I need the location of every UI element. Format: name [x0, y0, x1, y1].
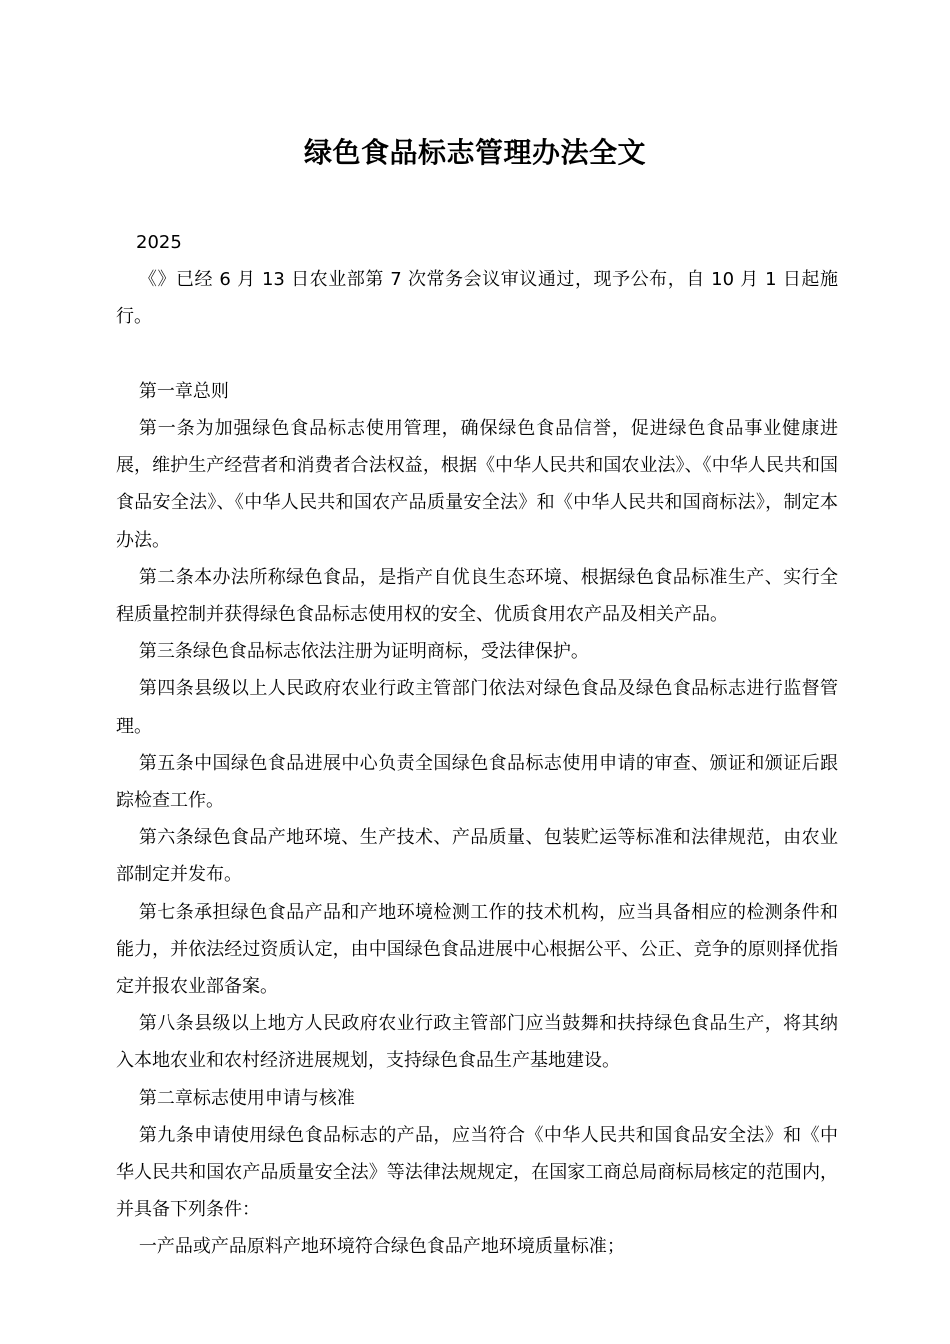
year-line: 2025 — [136, 232, 182, 253]
document-title: 绿色食品标志管理办法全文 — [303, 136, 646, 169]
article-2: 第二条本办法所称绿色食品，是指产自优良生态环境、根据绿色食品标准生产、实行全程质量控制并获得绿色食品标志使用权的安全、优质食用农产品及相关产品。 — [116, 566, 838, 626]
article-8: 第八条县级以上地方人民政府农业行政主管部门应当鼓舞和扶持绿色食品生产，将其纳入本地农业和农村经济进展规划，支持绿色食品生产基地建设。 — [116, 1013, 838, 1072]
document-body — [116, 224, 838, 1266]
article-9: 第九条申请使用绿色食品标志的产品，应当符合《中华人民共和国食品安全法》和《中华人民共和国农产品质量安全法》等法律法规规定，在国家工商总局商标局核定的范围内，并具备下列条件： — [116, 1124, 838, 1221]
article-3: 第三条绿色食品标志依法注册为证明商标，受法律保护。 — [138, 641, 589, 663]
article-1: 第一条为加强绿色食品标志使用管理，确保绿色食品信誉，促进绿色食品事业健康进展，维护生产经营者和消费者合法权益，根据《中华人民共和国农业法》、《中华人民共和国食品安全法》、《中华人民共和国农产品质量安全法》和《中华人民共和国商标法》，制定本办法。 — [116, 418, 838, 551]
chapter-1-heading: 第一章总则 — [138, 380, 229, 402]
article-6: 第六条绿色食品产地环境、生产技术、产品质量、包装贮运等标准和法律规范，由农业部制定并发布。 — [116, 827, 838, 886]
article-9-item-1: 一产品或产品原料产地环境符合绿色食品产地环境质量标准； — [138, 1236, 625, 1258]
article-4: 第四条县级以上人民政府农业行政主管部门依法对绿色食品及绿色食品标志进行监督管理。 — [116, 678, 838, 737]
article-7: 第七条承担绿色食品产品和产地环境检测工作的技术机构，应当具备相应的检测条件和能力，并依法经过资质认定，由中国绿色食品进展中心根据公平、公正、竞争的原则择优指定并报农业部备案。 — [116, 901, 838, 998]
chapter-2-heading: 第二章标志使用申请与核准 — [138, 1087, 355, 1109]
blank-line — [116, 336, 838, 373]
intro-paragraph: 《》已经 6 月 13 日农业部第 7 次常务会议审议通过，现予公布，自 10 月 1 日起施行。 — [116, 269, 838, 328]
article-5: 第五条中国绿色食品进展中心负责全国绿色食品标志使用申请的审查、颁证和颁证后跟踪检查工作。 — [116, 752, 838, 812]
